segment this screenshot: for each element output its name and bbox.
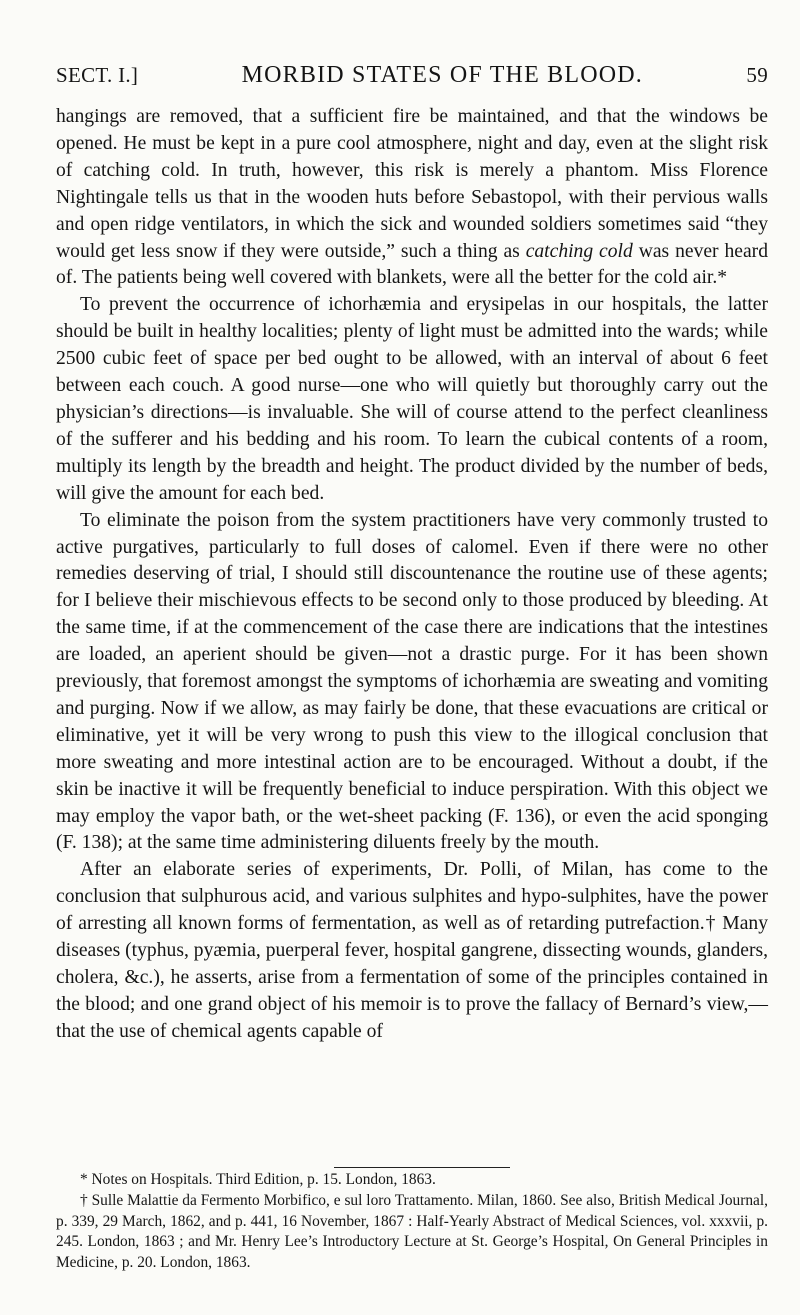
paragraph-1-text-b: was never heard of. The patients being well covered with blankets, were all the better for the cold air.* [56,240,768,289]
paragraph-4: After an elaborate series of experiments, Dr. Polli, of Milan, has come to the conclusion that sulphurous acid, and various sulphites and hypo-sulphites, have the power of arresting all known forms of fermentation, as well as of retarding putrefaction.† Many diseases (typhus, pyæmia, puerperal fever, hospital gangrene, dissecting wounds, glanders, cholera, &c.), he asserts, arise from a fermentation of some of the principles contained in the blood; and one grand object of his memoir is to prove the fallacy of Bernard’s view,—that the use of chemical agents capable of [56,859,768,1042]
section-label: SECT. I.] [56,63,139,87]
paragraph-3: To eliminate the poison from the system practitioners have very commonly trusted to active purgatives, particularly to full doses of calomel. Even if there were no other remedies deserving of trial, I should still discountenance the routine use of these agents; for I believe their mischievous effects to be second only to those produced by bleeding. At the same time, if at the commencement of the case there are indications that the intestines are loaded, an aperient should be given—not a drastic purge. For it has been shown previously, that foremost amongst the symptoms of ichorhæmia are sweating and vomiting and purging. Now if we allow, as may fairly be done, that these evacuations are critical or eliminative, yet it will be very wrong to push this view to the illogical conclusion that more sweating and more intestinal action are to be encouraged. Without a doubt, if the skin be inactive it will be frequently beneficial to induce perspiration. With this object we may employ the vapor bath, or the wet-sheet packing (F. 136), or even the acid sponging (F. 138); at the same time administering diluents freely by the mouth. [56,509,768,854]
page-number: 59 [746,63,768,87]
paragraph-1-text-a: hangings are removed, that a sufficient fire be maintained, and that the windows be opened. He must be kept in a pure cool atmosphere, night and day, even at the slight risk of catching cold. In truth, however, this risk is merely a phantom. Miss Florence Nightingale tells us that in the wooden huts before Sebastopol, with their pervious walls and open ridge ventilators, in which the sick and wounded soldiers sometimes said “they would get less snow if they were outside,” such a thing as [56,106,768,262]
paragraph-1-italic: catching cold [525,240,633,262]
footnote-1: * Notes on Hospitals. Third Edition, p. 15. London, 1863. [80,1171,436,1188]
footnotes [56,1170,768,1274]
footnote-2: † Sulle Malattie da Fermento Morbifico, e sul loro Trattamento. Milan, 1860. See also, British Medical Journal, p. 339, 29 March, 1862, and p. 441, 16 November, 1867 : Half-Yearly Abstract of Medical Sciences, vol. xxxvii, p. 245. London, 1863 ; and Mr. Henry Lee’s Introductory Lecture at St. George’s Hospital, On General Principles in Medicine, p. 20. London, 1863. [56,1191,768,1272]
paragraph-2: To prevent the occurrence of ichorhæmia and erysipelas in our hospitals, the latter should be built in healthy localities; plenty of light must be admitted into the wards; while 2500 cubic feet of space per bed ought to be allowed, with an interval of about 6 feet between each couch. A good nurse—one who will quietly but thoroughly carry out the physician’s directions—is invaluable. She will of course attend to the perfect cleanliness of the sufferer and his bedding and his room. To learn the cubical contents of a room, multiply its length by the breadth and height. The product divided by the number of beds, will give the amount for each bed. [56,294,768,504]
footnote-divider [334,1167,510,1168]
paragraph-1 [56,104,768,292]
body-text [56,104,768,1046]
page-title: MORBID STATES OF THE BLOOD. [241,62,644,88]
running-header [56,62,768,98]
